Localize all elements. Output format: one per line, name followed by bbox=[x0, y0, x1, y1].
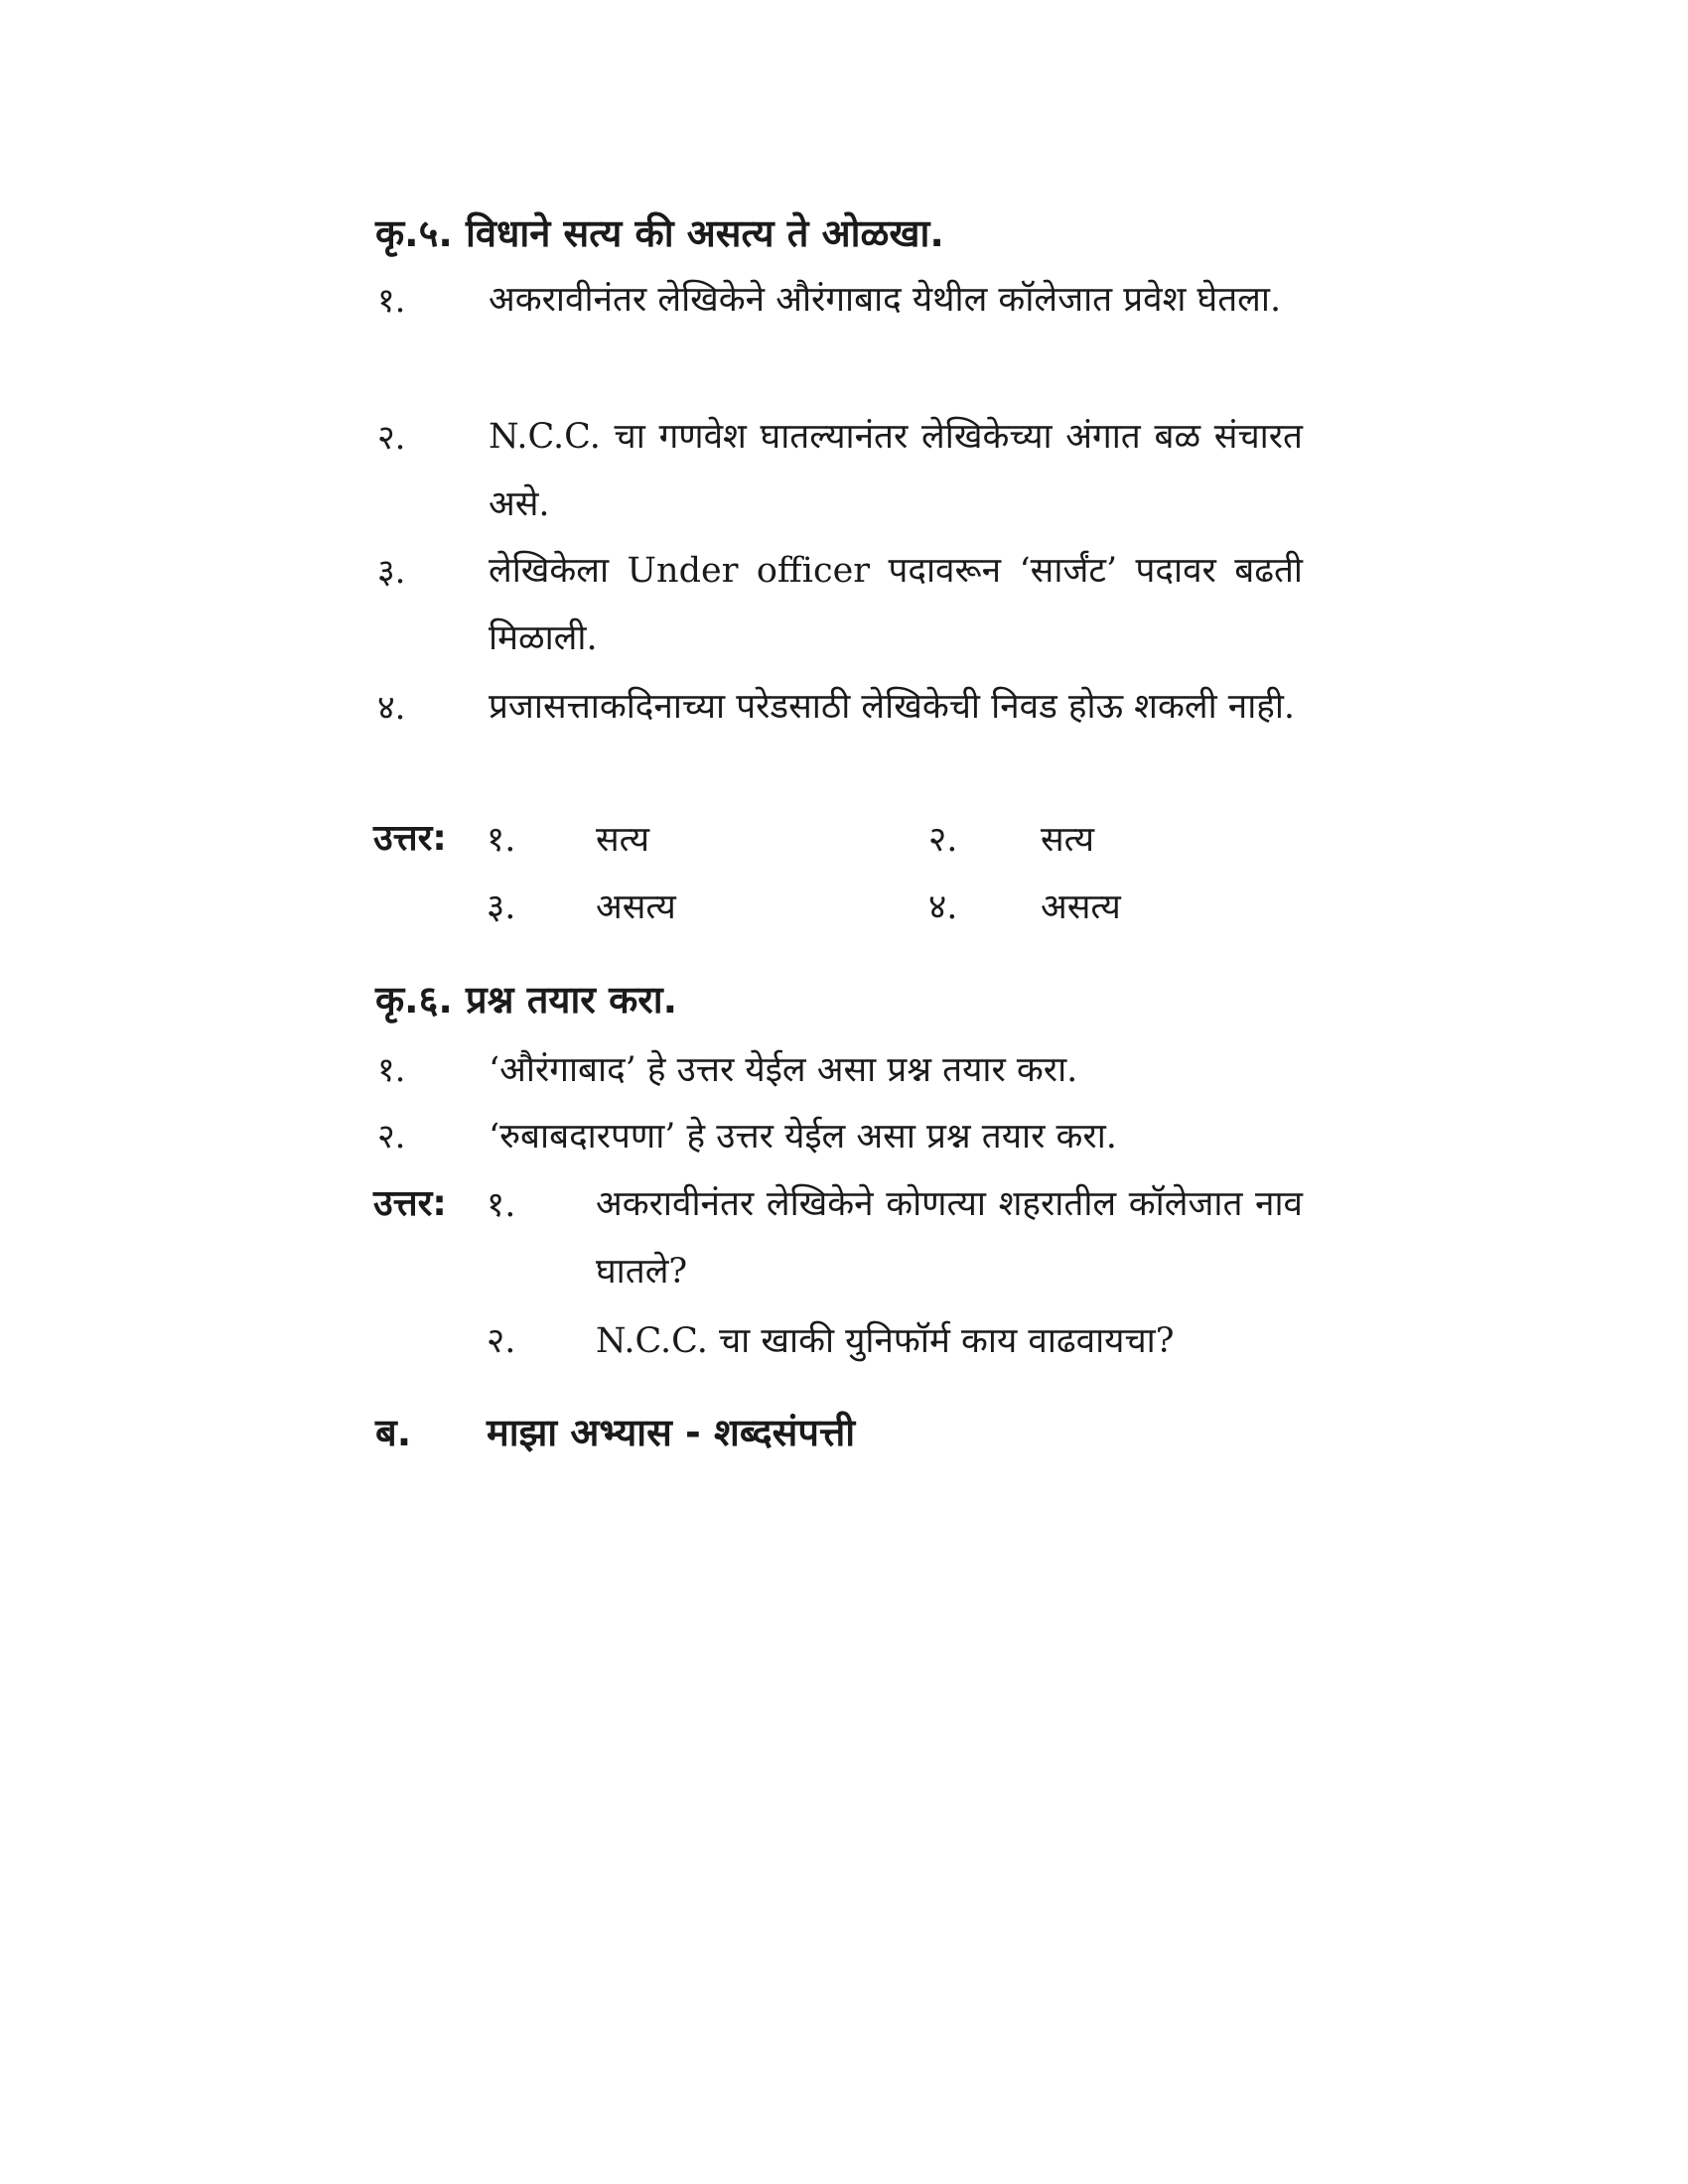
s6-answer-label: उत्तर: bbox=[373, 1183, 447, 1224]
s5-item-3-text: लेखिकेला Under officer पदावरून ‘सार्जंट’ पदावर बढती मिळाली. bbox=[489, 551, 1303, 658]
section-b-label: ब. bbox=[375, 1411, 412, 1454]
s5-item-1-num: १. bbox=[377, 281, 406, 321]
section-6-heading: कृ.६. प्रश्न तयार करा. bbox=[375, 978, 678, 1022]
s5-answer-3-value: असत्य bbox=[596, 887, 676, 927]
s6-item-1-num: १. bbox=[377, 1050, 406, 1090]
s5-answer-4-num: ४. bbox=[928, 887, 958, 927]
s5-answer-2-num: २. bbox=[928, 820, 958, 860]
section-b-title: माझा अभ्यास - शब्दसंपत्ती bbox=[487, 1411, 856, 1454]
s6-answer-1-num: १. bbox=[487, 1185, 516, 1225]
s5-answer-2-value: सत्य bbox=[1041, 820, 1095, 860]
s6-item-1-text: ‘औरंगाबाद’ हे उत्तर येईल असा प्रश्न तयार करा. bbox=[489, 1050, 1078, 1090]
s5-answer-3-num: ३. bbox=[487, 887, 516, 927]
s6-item-2-num: २. bbox=[377, 1117, 406, 1157]
s6-item-2-text: ‘रुबाबदारपणा’ हे उत्तर येईल असा प्रश्न तयार करा. bbox=[489, 1117, 1117, 1157]
s6-answer-2-num: २. bbox=[487, 1321, 516, 1361]
s5-item-4-text: प्रजासत्ताकदिनाच्या परेडसाठी लेखिकेची निवड होऊ शकली नाही. bbox=[489, 687, 1296, 727]
s6-answer-2-text: N.C.C. चा खाकी युनिफॉर्म काय वाढवायचा? bbox=[596, 1321, 1175, 1361]
s5-item-2-text: N.C.C. चा गणवेश घातल्यानंतर लेखिकेच्या अंगात बळ संचारत असे. bbox=[489, 417, 1303, 524]
s5-item-2-num: २. bbox=[377, 418, 406, 458]
section-5-heading: कृ.५. विधाने सत्य की असत्य ते ओळखा. bbox=[375, 211, 944, 255]
s5-answer-1-num: १. bbox=[487, 820, 516, 860]
s6-answer-1-text: अकरावीनंतर लेखिकेने कोणत्या शहरातील कॉलेजात नाव घातले? bbox=[596, 1184, 1303, 1292]
s5-answer-4-value: असत्य bbox=[1041, 887, 1121, 927]
s5-item-4-num: ४. bbox=[377, 688, 406, 728]
s5-item-3-num: ३. bbox=[377, 552, 406, 592]
s5-item-1-text: अकरावीनंतर लेखिकेने औरंगाबाद येथील कॉलेजात प्रवेश घेतला. bbox=[489, 280, 1282, 320]
s5-answer-label: उत्तर: bbox=[373, 818, 447, 859]
s5-answer-1-value: सत्य bbox=[596, 820, 650, 860]
